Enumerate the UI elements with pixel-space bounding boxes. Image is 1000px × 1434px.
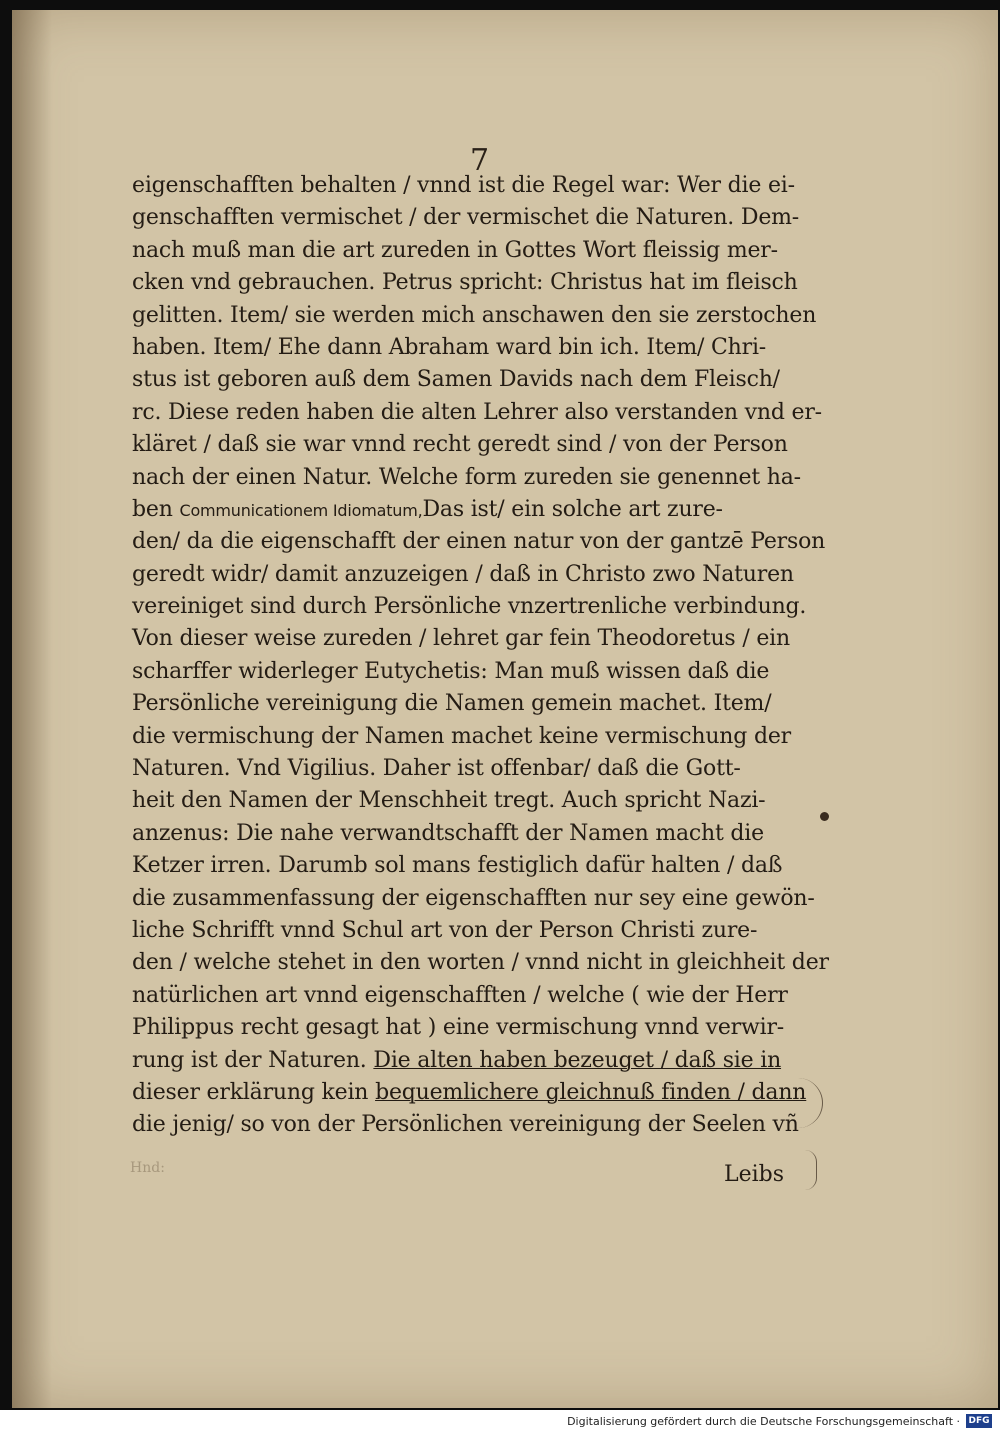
text-line: den/ da die eigenschafft der einen natur von der gantzē Person: [132, 529, 826, 555]
text-line: natürlichen art vnnd eigenschafften / welche ( wie der Herr: [132, 982, 788, 1008]
text-segment: rung ist der Naturen.: [132, 1047, 367, 1073]
page-number: 7: [470, 143, 490, 178]
text-line: geredt widr/ damit anzuzeigen / daß in Christo zwo Naturen: [132, 561, 794, 587]
footer-bar: [0, 1410, 1000, 1434]
latin-phrase: Communicationem Idiomatum,: [179, 500, 423, 520]
text-line: [132, 1077, 812, 1109]
text-line: Philippus recht gesagt hat ) eine vermischung vnnd verwir-: [132, 1015, 784, 1041]
margin-bracket-mark: [782, 1078, 823, 1128]
underlined-passage: bequemlichere gleichnuß finden / dann: [375, 1079, 807, 1105]
book-page: [12, 10, 998, 1408]
text-line: die jenig/ so von der Persönlichen vereinigung der Seelen vñ: [132, 1112, 799, 1138]
text-line: Von dieser weise zureden / lehret gar fein Theodoretus / ein: [132, 626, 790, 652]
text-line: stus ist geboren auß dem Samen Davids nach dem Fleisch/: [132, 367, 780, 393]
text-line-latin: [132, 494, 812, 526]
text-line: [132, 1045, 812, 1077]
margin-bracket-mark: [804, 1150, 817, 1190]
text-line: Naturen. Vnd Vigilius. Daher ist offenbar/ daß die Gott-: [132, 756, 741, 782]
text-line: cken vnd gebrauchen. Petrus spricht: Christus hat im fleisch: [132, 270, 798, 296]
text-line: haben. Item/ Ehe dann Abraham ward bin ich. Item/ Chri-: [132, 334, 767, 360]
margin-ink-dot: [820, 812, 829, 821]
catchword: Leibs: [724, 1162, 785, 1187]
text-line: Ketzer irren. Darumb sol mans festiglich dafür halten / daß: [132, 853, 783, 879]
text-segment: dieser erklärung kein: [132, 1079, 369, 1105]
text-line: Persönliche vereinigung die Namen gemein machet. Item/: [132, 691, 772, 717]
text-line: liche Schrifft vnnd Schul art von der Person Christi zure-: [132, 917, 758, 943]
text-line: gelitten. Item/ sie werden mich anschawen den sie zerstochen: [132, 302, 817, 328]
text-line: eigenschafften behalten / vnnd ist die Regel war: Wer die ei-: [132, 173, 795, 198]
text-line: kläret / daß sie war vnnd recht geredt sind / von der Person: [132, 432, 788, 458]
dfg-logo-icon: DFG: [966, 1414, 992, 1428]
text-line: rc. Diese reden haben die alten Lehrer also verstanden vnd er-: [132, 399, 822, 425]
underlined-passage: Die alten haben bezeuget / daß sie in: [373, 1047, 782, 1073]
text-segment: ben: [132, 496, 173, 522]
text-line: genschafften vermischet / der vermischet die Naturen. Dem-: [132, 205, 800, 231]
text-line: die vermischung der Namen machet keine vermischung der: [132, 723, 791, 749]
text-line: nach der einen Natur. Welche form zureden sie genennet ha-: [132, 464, 801, 490]
text-line: scharffer widerleger Eutychetis: Man muß wissen daß die: [132, 658, 770, 684]
text-block: [132, 170, 829, 1142]
page-gutter-shadow: [12, 10, 52, 1408]
text-line: anzenus: Die nahe verwandtschafft der Namen macht die: [132, 820, 764, 846]
text-line: die zusammenfassung der eigenschafften nur sey eine gewön-: [132, 885, 815, 911]
text-line: den / welche stehet in den worten / vnnd nicht in gleichheit der: [132, 950, 829, 976]
faint-bleed-mark: Hnd:: [130, 1160, 165, 1176]
text-line: nach muß man die art zureden in Gottes Wort fleissig mer-: [132, 237, 778, 263]
text-line: heit den Namen der Menschheit tregt. Auch spricht Nazi-: [132, 788, 766, 814]
text-line: vereiniget sind durch Persönliche vnzertrenliche verbindung.: [132, 594, 807, 620]
funding-notice: Digitalisierung gefördert durch die Deutsche Forschungsgemeinschaft ·: [567, 1415, 960, 1428]
text-segment: Das ist/ ein solche art zure-: [422, 496, 723, 522]
